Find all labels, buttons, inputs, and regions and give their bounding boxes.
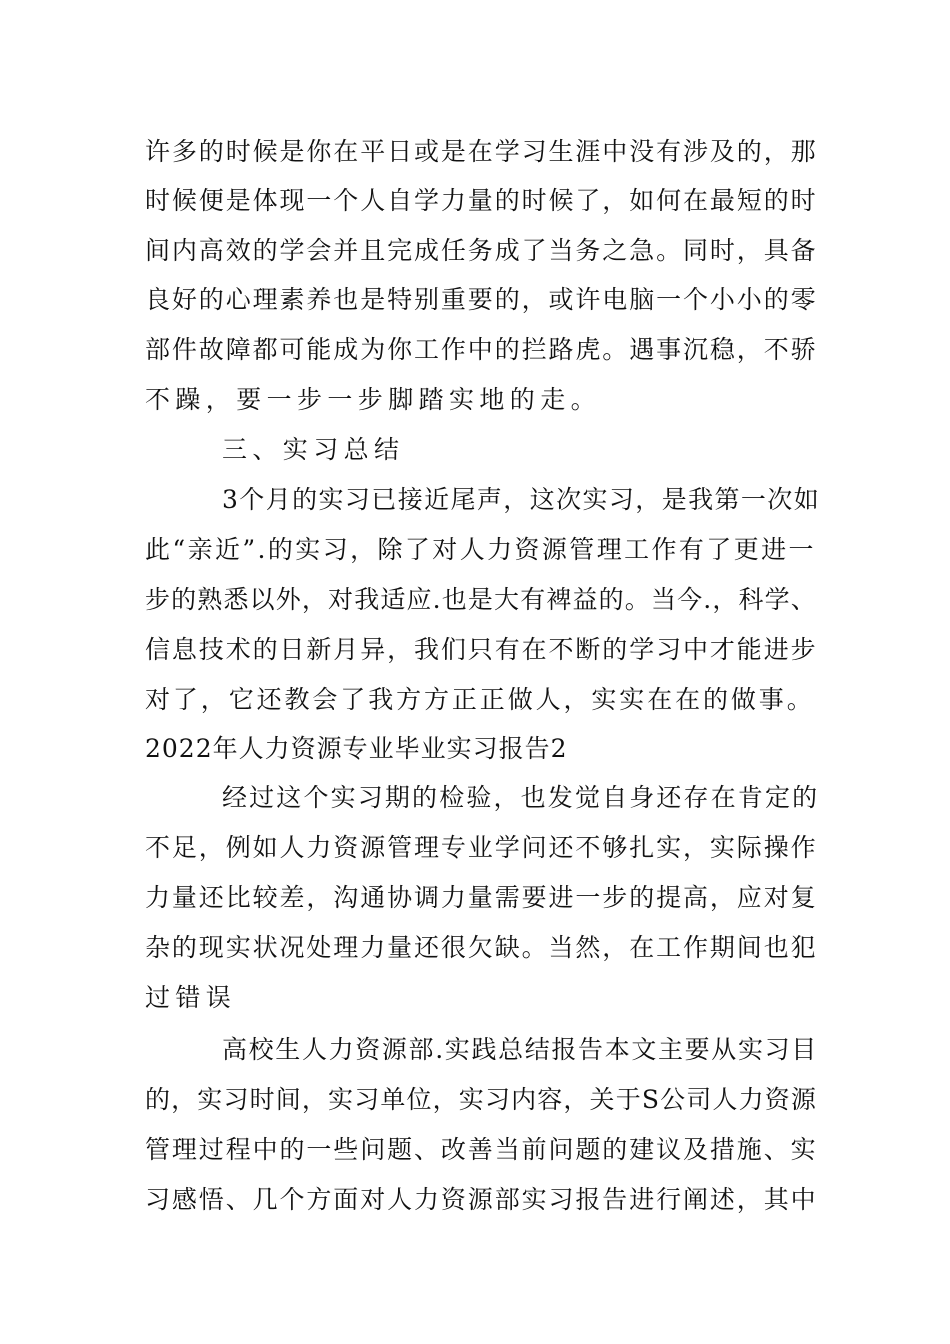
paragraph1-line: 良好的心理素养也是特别重要的，或许电脑一个小小的零 xyxy=(145,285,818,314)
paragraph3-line: 不足，例如人力资源管理专业学问还不够扎实，实际操作 xyxy=(145,833,818,862)
paragraph1-line: 时候便是体现一个人自学力量的时候了，如何在最短的时 xyxy=(145,186,818,215)
paragraph2-line: 步的熟悉以外，对我适应.也是大有裨益的。当今.，科学、 xyxy=(145,585,817,614)
paragraph4-line: 管理过程中的一些问题、改善当前问题的建议及措施、实 xyxy=(145,1135,818,1164)
section-heading: 三、实习总结 xyxy=(222,435,405,464)
paragraph1-line: 许多的时候是你在平日或是在学习生涯中没有涉及的，那 xyxy=(145,137,818,166)
report-title: 2022年人力资源专业毕业实习报告2 xyxy=(145,734,568,763)
paragraph4-line: 的，实习时间，实习单位，实习内容，关于S公司人力资源 xyxy=(145,1085,818,1114)
paragraph1-line: 不躁，要一步一步脚踏实地的走。 xyxy=(145,385,602,414)
paragraph2-line: 信息技术的日新月异，我们只有在不断的学习中才能进步 xyxy=(145,635,818,664)
paragraph4-line: 高校生人力资源部.实践总结报告本文主要从实习目 xyxy=(222,1035,818,1064)
paragraph3-line: 杂的现实状况处理力量还很欠缺。当然，在工作期间也犯 xyxy=(145,933,818,962)
paragraph1-line: 部件故障都可能成为你工作中的拦路虎。遇事沉稳，不骄 xyxy=(145,335,818,364)
paragraph1-line: 间内高效的学会并且完成任务成了当务之急。同时，具备 xyxy=(145,236,818,265)
paragraph3-line: 力量还比较差，沟通协调力量需要进一步的提高，应对复 xyxy=(145,883,818,912)
paragraph3-line: 经过这个实习期的检验，也发觉自身还存在肯定的 xyxy=(222,783,820,812)
paragraph2-line: 对了，它还教会了我方方正正做人，实实在在的做事。 xyxy=(145,685,815,714)
paragraph4-line: 习感悟、几个方面对人力资源部实习报告进行阐述，其中 xyxy=(145,1185,818,1214)
paragraph3-line: 过错误 xyxy=(145,983,237,1012)
paragraph2-line: 3个月的实习已接近尾声，这次实习，是我第一次如 xyxy=(222,485,821,514)
paragraph2-line: 此“亲近”.的实习，除了对人力资源管理工作有了更进一 xyxy=(145,535,816,564)
